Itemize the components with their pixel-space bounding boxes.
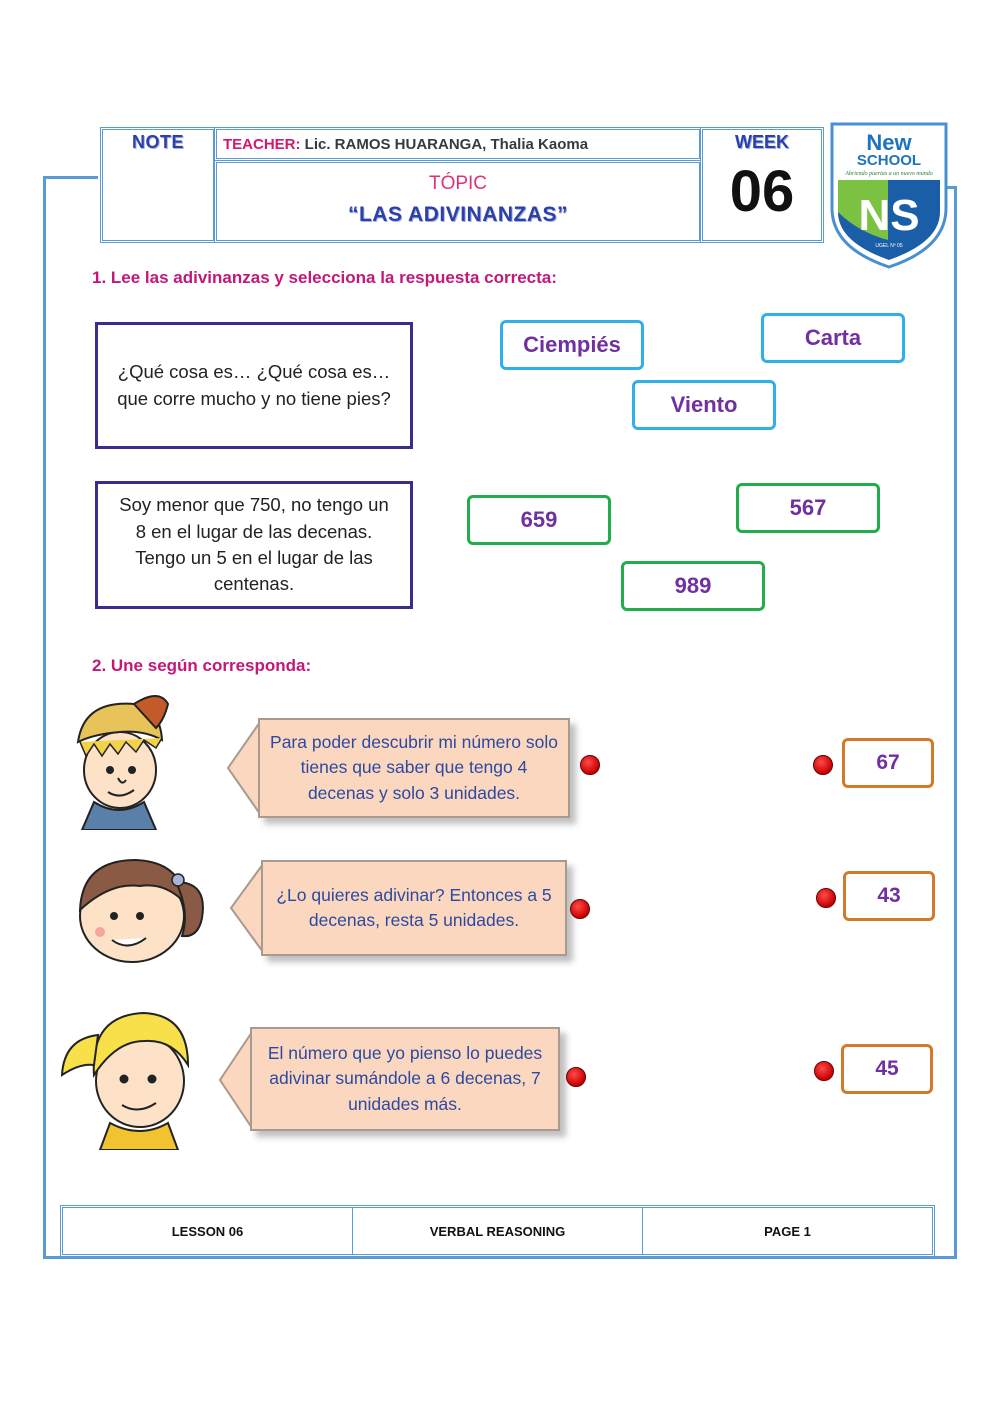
riddle-2: Soy menor que 750, no tengo un 8 en el lugar de las decenas. Tengo un 5 en el lugar de las centenas. — [95, 481, 413, 609]
option-ciempies[interactable]: Ciempiés — [500, 320, 644, 370]
bubble-3-tail — [218, 1030, 254, 1130]
logo-brand-top: New — [866, 130, 912, 155]
bubble-1-tail — [226, 720, 262, 816]
logo-brand-bottom: SCHOOL — [856, 152, 922, 169]
week-label: WEEK — [735, 132, 789, 152]
frame-left-line — [43, 176, 46, 1259]
week-cell — [700, 127, 824, 243]
logo-initials: NS — [858, 191, 920, 240]
frame-right-line — [954, 186, 957, 1259]
bubble-1-connector-dot[interactable] — [580, 755, 600, 775]
bubble-2-tail — [229, 862, 265, 954]
topic-cell — [214, 160, 702, 243]
teacher-line — [223, 136, 588, 153]
footer-lesson: LESSON 06 — [63, 1208, 353, 1254]
option-567[interactable]: 567 — [736, 483, 880, 533]
option-viento[interactable]: Viento — [632, 380, 776, 430]
section2-title: 2. Une según corresponda: — [92, 656, 312, 675]
answer-67[interactable]: 67 — [842, 738, 934, 788]
footer-page: PAGE 1 — [764, 1223, 811, 1239]
topic-label: TÓPIC — [428, 173, 488, 194]
note-label: NOTE — [131, 132, 184, 152]
note-cell — [100, 127, 216, 243]
brown-hair-girl-illustration — [70, 852, 210, 967]
answer-45[interactable]: 45 — [841, 1044, 933, 1094]
option-989[interactable]: 989 — [621, 561, 765, 611]
week-number: 06 — [729, 159, 795, 224]
bubble-3-connector-dot[interactable] — [566, 1067, 586, 1087]
section1-title: 1. Lee las adivinanzas y selecciona la respuesta correcta: — [92, 268, 557, 287]
riddle-1: ¿Qué cosa es… ¿Qué cosa es… que corre mucho y no tiene pies? — [95, 322, 413, 449]
logo-tagline: Abriendo puertas a un nuevo mundo — [845, 171, 933, 177]
answer-2-connector-dot[interactable] — [816, 888, 836, 908]
logo-ugel: UGEL Nº 05 — [875, 243, 903, 249]
speech-bubble-1: Para poder descubrir mi número solo tienes que saber que tengo 4 decenas y solo 3 unidades. — [258, 718, 570, 818]
boy-with-cap-illustration — [64, 690, 174, 830]
teacher-cell — [214, 127, 702, 161]
frame-top-left-line — [43, 176, 98, 179]
footer-subject: VERBAL REASONING — [353, 1208, 643, 1254]
footer-table — [60, 1205, 935, 1257]
speech-bubble-3: El número que yo pienso lo puedes adivinar sumándole a 6 decenas, 7 unidades más. — [250, 1027, 560, 1131]
blonde-girl-illustration — [60, 1005, 200, 1150]
answer-1-connector-dot[interactable] — [813, 755, 833, 775]
option-carta[interactable]: Carta — [761, 313, 905, 363]
new-school-logo — [828, 120, 950, 270]
bubble-2-connector-dot[interactable] — [570, 899, 590, 919]
teacher-name: Lic. RAMOS HUARANGA, Thalia Kaoma — [304, 136, 589, 153]
answer-43[interactable]: 43 — [843, 871, 935, 921]
topic-title: “LAS ADIVINANZAS” — [347, 203, 569, 226]
answer-3-connector-dot[interactable] — [814, 1061, 834, 1081]
option-659[interactable]: 659 — [467, 495, 611, 545]
speech-bubble-2: ¿Lo quieres adivinar? Entonces a 5 decenas, resta 5 unidades. — [261, 860, 567, 956]
teacher-label: TEACHER: — [223, 136, 301, 153]
